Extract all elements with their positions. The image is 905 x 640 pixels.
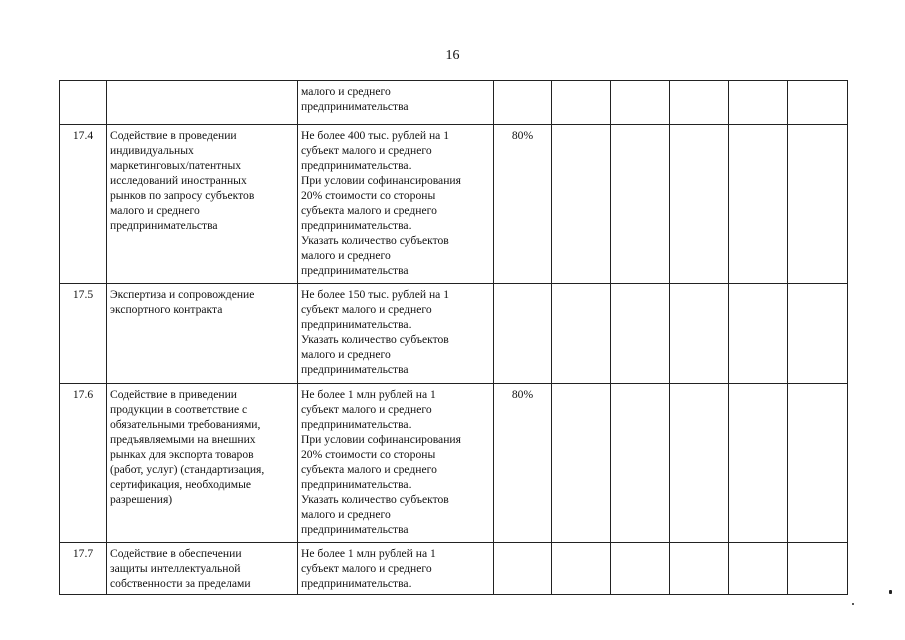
empty-cell <box>670 81 729 125</box>
measure-name-line: обязательными требованиями, <box>110 418 261 431</box>
measure-name-line: малого и среднего <box>110 204 200 217</box>
measure-name-cell <box>107 384 298 543</box>
empty-cell <box>788 125 848 284</box>
empty-cell <box>788 384 848 543</box>
support-terms-line: малого и среднего <box>301 348 391 361</box>
support-terms-line: субъекта малого и среднего <box>301 204 437 217</box>
support-terms-line: 20% стоимости со стороны <box>301 189 436 202</box>
support-terms-line: малого и среднего <box>301 508 391 521</box>
measure-name-line: Содействие в обеспечении <box>110 547 242 560</box>
support-terms-line: предпринимательства <box>301 100 409 113</box>
measure-name-line: рынков по запросу субъектов <box>110 189 255 202</box>
cofinancing-share-cell <box>494 543 552 595</box>
cofinancing-share-cell: 80% <box>494 384 552 543</box>
empty-cell <box>552 384 611 543</box>
support-terms-line: предпринимательства. <box>301 478 412 491</box>
empty-cell <box>670 543 729 595</box>
support-measures-table <box>59 80 848 595</box>
support-terms-line: При условии софинансирования <box>301 174 461 187</box>
empty-cell <box>670 284 729 384</box>
empty-cell <box>611 543 670 595</box>
measure-name-line: разрешения) <box>110 493 173 506</box>
cofinancing-share-cell <box>494 284 552 384</box>
measure-name-line: индивидуальных <box>110 144 194 157</box>
empty-cell <box>729 384 788 543</box>
support-terms-line: предпринимательства <box>301 363 409 376</box>
support-terms-cell <box>298 284 494 384</box>
empty-cell <box>788 543 848 595</box>
support-terms-line: предпринимательства <box>301 264 409 277</box>
measure-name-line: сертификация, необходимые <box>110 478 252 491</box>
row-number-cell: 17.5 <box>60 284 107 384</box>
support-terms-line: предпринимательства. <box>301 418 412 431</box>
table-row <box>60 81 848 125</box>
empty-cell <box>670 125 729 284</box>
measure-name-line: маркетинговых/патентных <box>110 159 242 172</box>
empty-cell <box>552 543 611 595</box>
measure-name-line: предпринимательства <box>110 219 218 232</box>
support-terms-line: предпринимательства. <box>301 219 412 232</box>
row-number-cell: 17.7 <box>60 543 107 595</box>
empty-cell <box>611 81 670 125</box>
support-terms-line: предпринимательства. <box>301 159 412 172</box>
support-terms-line: малого и среднего <box>301 85 391 98</box>
support-terms-line: субъект малого и среднего <box>301 403 432 416</box>
empty-cell <box>611 284 670 384</box>
measure-name-line: защиты интеллектуальной <box>110 562 241 575</box>
measure-name-line: исследований иностранных <box>110 174 247 187</box>
measure-name-line: предъявляемыми на внешних <box>110 433 256 446</box>
empty-cell <box>670 384 729 543</box>
measure-name-line: (работ, услуг) (стандартизация, <box>110 463 265 476</box>
row-number-cell: 17.6 <box>60 384 107 543</box>
empty-cell <box>788 284 848 384</box>
empty-cell <box>552 125 611 284</box>
support-terms-line: предпринимательства <box>301 523 409 536</box>
measure-name-cell <box>107 81 298 125</box>
measure-name-cell <box>107 125 298 284</box>
support-terms-line: субъект малого и среднего <box>301 144 432 157</box>
empty-cell <box>611 125 670 284</box>
measure-name-cell <box>107 543 298 595</box>
scan-speck-small <box>852 603 854 605</box>
measure-name-line: Содействие в проведении <box>110 129 237 142</box>
table-row <box>60 125 848 284</box>
support-terms-line: Указать количество субъектов <box>301 333 449 346</box>
empty-cell <box>788 81 848 125</box>
empty-cell <box>552 284 611 384</box>
support-terms-line: 20% стоимости со стороны <box>301 448 436 461</box>
empty-cell <box>729 543 788 595</box>
support-terms-line: субъекта малого и среднего <box>301 463 437 476</box>
support-terms-line: Указать количество субъектов <box>301 234 449 247</box>
measure-name-line: экспортного контракта <box>110 303 223 316</box>
table-row <box>60 384 848 543</box>
measure-name-cell <box>107 284 298 384</box>
cofinancing-share-cell: 80% <box>494 125 552 284</box>
support-terms-line: Не более 1 млн рублей на 1 <box>301 388 436 401</box>
measure-name-line: Содействие в приведении <box>110 388 238 401</box>
support-terms-line: предпринимательства. <box>301 318 412 331</box>
support-terms-cell <box>298 384 494 543</box>
measure-name-line: Экспертиза и сопровождение <box>110 288 255 301</box>
empty-cell <box>552 81 611 125</box>
support-terms-line: субъект малого и среднего <box>301 303 432 316</box>
measure-name-line: продукции в соответствие с <box>110 403 248 416</box>
support-terms-line: Не более 150 тыс. рублей на 1 <box>301 288 450 301</box>
support-terms-cell <box>298 125 494 284</box>
support-terms-cell <box>298 81 494 125</box>
empty-cell <box>729 81 788 125</box>
support-terms-line: При условии софинансирования <box>301 433 461 446</box>
support-terms-line: субъект малого и среднего <box>301 562 432 575</box>
empty-cell <box>729 125 788 284</box>
page-number: 16 <box>445 48 460 63</box>
support-terms-line: предпринимательства. <box>301 577 412 590</box>
support-terms-line: малого и среднего <box>301 249 391 262</box>
measure-name-line: собственности за пределами <box>110 577 251 590</box>
support-terms-line: Указать количество субъектов <box>301 493 449 506</box>
table-row <box>60 543 848 595</box>
cofinancing-share-cell <box>494 81 552 125</box>
empty-cell <box>729 284 788 384</box>
support-terms-line: Не более 1 млн рублей на 1 <box>301 547 436 560</box>
support-terms-line: Не более 400 тыс. рублей на 1 <box>301 129 450 142</box>
row-number-cell: 17.4 <box>60 125 107 284</box>
support-terms-cell <box>298 543 494 595</box>
table-row <box>60 284 848 384</box>
measure-name-line: рынках для экспорта товаров <box>110 448 254 461</box>
scan-speck <box>889 590 892 594</box>
row-number-cell <box>60 81 107 125</box>
empty-cell <box>611 384 670 543</box>
